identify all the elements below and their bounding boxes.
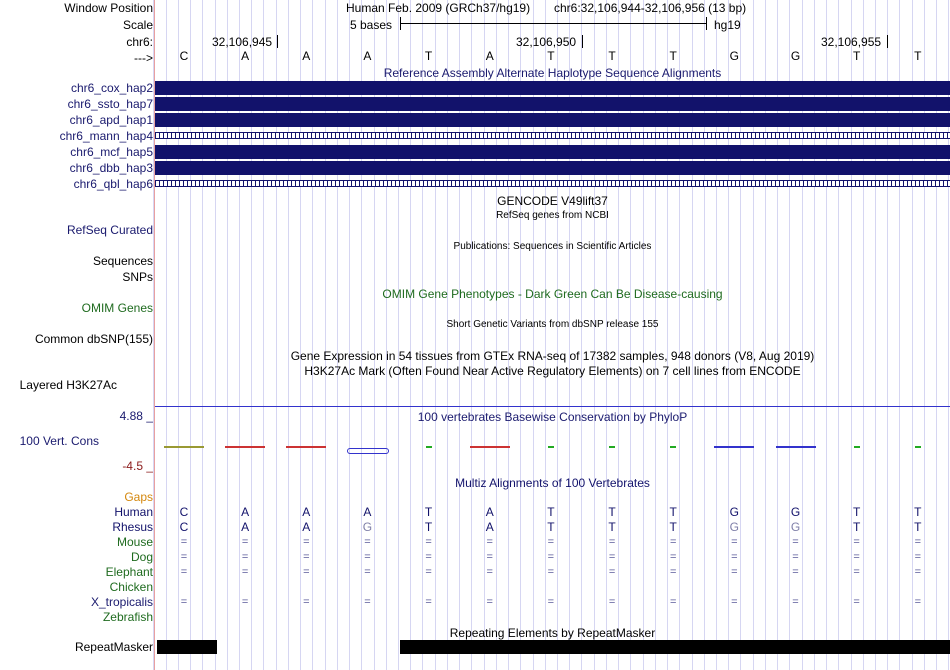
alignment-base: = bbox=[669, 566, 677, 578]
haplo-bar-cox[interactable] bbox=[155, 81, 950, 95]
phylop-min-value: -4.5 _ bbox=[122, 459, 153, 473]
sequence-base: G bbox=[790, 49, 801, 63]
sequence-base: A bbox=[363, 49, 372, 63]
alignment-base: = bbox=[547, 551, 555, 563]
repeatmasker-label[interactable]: RepeatMasker bbox=[74, 640, 153, 654]
haplo-bar-dbb[interactable] bbox=[155, 161, 950, 175]
alignment-base: = bbox=[303, 551, 310, 563]
h3k27ac-label[interactable]: Layered H3K27Ac bbox=[19, 378, 117, 392]
sequence-base: C bbox=[179, 49, 189, 63]
sequence-base: T bbox=[424, 49, 433, 63]
alignment-base: = bbox=[486, 536, 493, 548]
repeat-element-2[interactable] bbox=[400, 640, 950, 654]
alignment-base: = bbox=[731, 566, 738, 578]
sequence-base: A bbox=[485, 49, 494, 63]
conservation-mark bbox=[776, 446, 816, 448]
alignment-base: T bbox=[669, 520, 677, 534]
refseq-curated-label[interactable]: RefSeq Curated bbox=[66, 223, 153, 237]
alignment-base: = bbox=[792, 551, 799, 563]
haplo-label-dbb[interactable]: chr6_dbb_hap3 bbox=[69, 161, 153, 175]
ruler-tick-label-3: 32,106,955 bbox=[821, 35, 882, 49]
window-position-label: Window Position bbox=[64, 1, 153, 15]
conservation-mark bbox=[164, 446, 204, 448]
alignment-base: = bbox=[180, 551, 188, 563]
ruler-tick-2 bbox=[582, 35, 583, 48]
alignment-base: = bbox=[792, 536, 799, 548]
omim-track-title: OMIM Gene Phenotypes - Dark Green Can Be Disease-causing bbox=[382, 287, 723, 301]
conservation-mark bbox=[548, 446, 554, 448]
alignment-base: = bbox=[425, 551, 432, 563]
alignment-base: = bbox=[914, 551, 922, 563]
ruler-tick-3 bbox=[887, 35, 888, 48]
haplotype-track-title: Reference Assembly Alternate Haplotype Sequence Alignments bbox=[383, 66, 722, 80]
phylop-track-title: 100 vertebrates Basewise Conservation by PhyloP bbox=[417, 410, 688, 424]
conservation-mark bbox=[854, 446, 860, 448]
alignment-base: = bbox=[914, 566, 922, 578]
species-label-elephant[interactable]: Elephant bbox=[105, 565, 153, 579]
ruler-tick-label-1: 32,106,945 bbox=[212, 35, 273, 49]
alignment-base: = bbox=[425, 566, 432, 578]
alignment-base: = bbox=[425, 536, 432, 548]
conservation-mark bbox=[426, 446, 432, 448]
alignment-base: A bbox=[363, 505, 372, 519]
gtex-track-title: Gene Expression in 54 tissues from GTEx RNA-seq of 17382 samples, 948 donors (V8, Aug 2019) bbox=[290, 349, 815, 363]
h3k27ac-track-title: H3K27Ac Mark (Often Found Near Active Regulatory Elements) on 7 cell lines from ENCODE bbox=[304, 364, 801, 378]
alignment-base: = bbox=[364, 596, 371, 608]
alignment-base: T bbox=[608, 520, 616, 534]
ruler-tick-label-2: 32,106,950 bbox=[516, 35, 577, 49]
alignment-base: = bbox=[669, 596, 677, 608]
alignment-base: = bbox=[241, 596, 249, 608]
alignment-base: = bbox=[608, 536, 616, 548]
haplo-label-apd[interactable]: chr6_apd_hap1 bbox=[69, 113, 153, 127]
alignment-base: = bbox=[180, 596, 188, 608]
species-label-rhesus[interactable]: Rhesus bbox=[112, 520, 153, 534]
alignment-base: G bbox=[790, 520, 801, 534]
dbsnp-track-title: Short Genetic Variants from dbSNP release 155 bbox=[446, 319, 659, 330]
alignment-base: = bbox=[608, 551, 616, 563]
track-image-area[interactable] bbox=[155, 0, 950, 670]
species-label-zebrafish[interactable]: Zebrafish bbox=[102, 610, 153, 624]
alignment-base: = bbox=[364, 551, 371, 563]
haplo-label-mcf[interactable]: chr6_mcf_hap5 bbox=[70, 145, 153, 159]
species-label-chicken[interactable]: Chicken bbox=[109, 580, 153, 594]
conservation-mark bbox=[670, 446, 676, 448]
strand-label: ---> bbox=[134, 51, 153, 65]
scale-bar-right-tick bbox=[706, 17, 707, 30]
alignment-base: = bbox=[303, 566, 310, 578]
alignment-base: = bbox=[303, 536, 310, 548]
haplo-label-ssto[interactable]: chr6_ssto_hap7 bbox=[67, 97, 153, 111]
haplo-bar-mcf[interactable] bbox=[155, 145, 950, 159]
alignment-base: = bbox=[241, 551, 249, 563]
alignment-base: = bbox=[731, 551, 738, 563]
alignment-base: = bbox=[792, 566, 799, 578]
sequence-base: A bbox=[241, 49, 250, 63]
alignment-base: = bbox=[853, 596, 860, 608]
conservation-mark bbox=[347, 448, 389, 454]
multiz-track-title: Multiz Alignments of 100 Vertebrates bbox=[455, 476, 650, 490]
alignment-base: T bbox=[424, 505, 433, 519]
alignment-base: T bbox=[852, 505, 861, 519]
alignment-base: T bbox=[608, 505, 616, 519]
alignment-base: = bbox=[914, 596, 922, 608]
haplo-label-qbl[interactable]: chr6_qbl_hap6 bbox=[73, 177, 153, 191]
alignment-base: T bbox=[669, 505, 677, 519]
gencode-track-title: GENCODE V49lift37 bbox=[497, 194, 608, 208]
phylop-top-line bbox=[155, 406, 950, 407]
species-label-mouse[interactable]: Mouse bbox=[116, 535, 153, 549]
alignment-base: = bbox=[853, 536, 860, 548]
haplo-bar-mann[interactable] bbox=[155, 132, 950, 139]
chrom-label: chr6: bbox=[126, 35, 153, 49]
sequence-base: T bbox=[669, 49, 677, 63]
alignment-base: G bbox=[729, 505, 740, 519]
vert-cons-label[interactable]: 100 Vert. Cons bbox=[19, 434, 99, 448]
alignment-base: = bbox=[669, 536, 677, 548]
window-position-value: chr6:32,106,944-32,106,956 (13 bp) bbox=[554, 1, 747, 15]
alignment-base: = bbox=[914, 536, 922, 548]
phylop-max-value: 4.88 _ bbox=[119, 409, 153, 423]
alignment-base: G bbox=[362, 520, 373, 534]
alignment-base: = bbox=[180, 536, 188, 548]
species-label-dog[interactable]: Dog bbox=[130, 550, 153, 564]
alignment-base: G bbox=[790, 505, 801, 519]
conservation-mark bbox=[714, 446, 754, 448]
conservation-mark bbox=[225, 446, 265, 448]
species-label-xtropicalis[interactable]: X_tropicalis bbox=[90, 595, 153, 609]
alignment-base: = bbox=[180, 566, 188, 578]
alignment-base: T bbox=[914, 520, 922, 534]
alignment-base: = bbox=[486, 551, 493, 563]
alignment-base: = bbox=[425, 596, 432, 608]
haplo-bar-ssto[interactable] bbox=[155, 97, 950, 111]
snps-label[interactable]: SNPs bbox=[122, 270, 153, 284]
alignment-base: = bbox=[486, 566, 493, 578]
alignment-base: = bbox=[303, 596, 310, 608]
sequence-base: T bbox=[852, 49, 861, 63]
haplo-bar-apd[interactable] bbox=[155, 113, 950, 127]
alignment-base: = bbox=[853, 566, 860, 578]
alignment-base: = bbox=[547, 536, 555, 548]
alignment-base: A bbox=[302, 520, 311, 534]
sequence-base: T bbox=[608, 49, 616, 63]
alignment-base: T bbox=[547, 520, 555, 534]
alignment-base: A bbox=[302, 505, 311, 519]
multiz-alignment-rows[interactable] bbox=[155, 505, 950, 625]
alignment-base: A bbox=[241, 520, 250, 534]
alignment-base: T bbox=[914, 505, 922, 519]
scale-label: Scale bbox=[122, 18, 153, 32]
conservation-mark bbox=[915, 446, 921, 448]
alignment-base: T bbox=[547, 505, 555, 519]
conservation-mark bbox=[470, 446, 510, 448]
refseq-track-title: RefSeq genes from NCBI bbox=[496, 210, 609, 221]
alignment-base: = bbox=[547, 566, 555, 578]
alignment-base: = bbox=[669, 551, 677, 563]
sequence-base: G bbox=[729, 49, 740, 63]
conservation-mark bbox=[609, 446, 615, 448]
alignment-base: T bbox=[424, 520, 433, 534]
scale-bar bbox=[400, 23, 706, 24]
omim-genes-label[interactable]: OMIM Genes bbox=[81, 301, 153, 315]
repeat-element-1[interactable] bbox=[157, 640, 217, 654]
haplo-label-mann[interactable]: chr6_mann_hap4 bbox=[59, 129, 153, 143]
haplo-bar-qbl[interactable] bbox=[155, 180, 950, 187]
alignment-base: A bbox=[485, 520, 494, 534]
alignment-base: = bbox=[608, 566, 616, 578]
publications-track-title: Publications: Sequences in Scientific Articles bbox=[453, 241, 652, 252]
conservation-mark bbox=[286, 446, 326, 448]
alignment-base: = bbox=[853, 551, 860, 563]
gaps-label[interactable]: Gaps bbox=[124, 490, 153, 504]
alignment-base: C bbox=[179, 505, 189, 519]
alignment-base: = bbox=[608, 596, 616, 608]
alignment-base: = bbox=[241, 536, 249, 548]
scale-bases-text: 5 bases bbox=[350, 18, 393, 32]
alignment-base: T bbox=[852, 520, 861, 534]
sequences-label[interactable]: Sequences bbox=[92, 254, 153, 268]
sequence-base: T bbox=[547, 49, 555, 63]
scale-db-label: hg19 bbox=[714, 18, 741, 32]
alignment-base: A bbox=[485, 505, 494, 519]
alignment-base: C bbox=[179, 520, 189, 534]
alignment-base: = bbox=[547, 596, 555, 608]
common-dbsnp-label[interactable]: Common dbSNP(155) bbox=[34, 332, 153, 346]
alignment-base: = bbox=[731, 596, 738, 608]
alignment-base: = bbox=[486, 596, 493, 608]
haplo-label-cox[interactable]: chr6_cox_hap2 bbox=[70, 81, 153, 95]
alignment-base: = bbox=[792, 596, 799, 608]
sequence-base: T bbox=[914, 49, 922, 63]
alignment-base: = bbox=[364, 566, 371, 578]
alignment-base: = bbox=[364, 536, 371, 548]
ruler-tick-1 bbox=[277, 35, 278, 48]
species-label-human[interactable]: Human bbox=[114, 505, 153, 519]
alignment-base: = bbox=[241, 566, 249, 578]
phylop-conservation-plot[interactable] bbox=[155, 440, 950, 460]
sequence-base: A bbox=[302, 49, 311, 63]
assembly-name: Human Feb. 2009 (GRCh37/hg19) bbox=[346, 1, 531, 15]
track-label-column bbox=[0, 0, 153, 670]
alignment-base: A bbox=[241, 505, 250, 519]
base-sequence-row bbox=[155, 49, 950, 63]
alignment-base: = bbox=[731, 536, 738, 548]
alignment-base: G bbox=[729, 520, 740, 534]
repeatmasker-track-title: Repeating Elements by RepeatMasker bbox=[449, 626, 656, 640]
